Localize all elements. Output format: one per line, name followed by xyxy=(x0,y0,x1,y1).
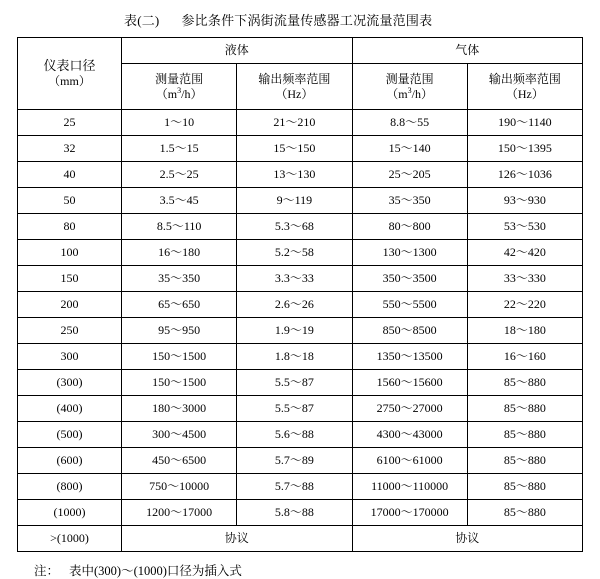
cell-diameter: 25 xyxy=(18,110,122,136)
cell-liquid-range: 450～6500 xyxy=(122,448,237,474)
cell-gas-frequency: 126～1036 xyxy=(467,162,582,188)
cell-gas-frequency: 85～880 xyxy=(467,474,582,500)
cell-liquid-frequency: 5.3～68 xyxy=(237,214,352,240)
cell-gas-frequency: 85～880 xyxy=(467,500,582,526)
table-header-group-row xyxy=(18,38,583,64)
table-row xyxy=(18,448,583,474)
cell-liquid-range: 35～350 xyxy=(122,266,237,292)
cell-liquid-range: 16～180 xyxy=(122,240,237,266)
table-row xyxy=(18,240,583,266)
cell-liquid-range: 150～1500 xyxy=(122,344,237,370)
cell-liquid-range: 1～10 xyxy=(122,110,237,136)
table-caption xyxy=(0,0,600,37)
cell-gas-agreement: 协议 xyxy=(352,526,583,552)
cell-diameter: >(1000) xyxy=(18,526,122,552)
cell-liquid-range: 750～10000 xyxy=(122,474,237,500)
cell-gas-range: 6100～61000 xyxy=(352,448,467,474)
cell-liquid-frequency: 15～150 xyxy=(237,136,352,162)
table-row xyxy=(18,396,583,422)
table-row xyxy=(18,266,583,292)
cell-diameter: 250 xyxy=(18,318,122,344)
header-gas-frequency-line1: 输出频率范围 xyxy=(488,71,561,86)
cell-gas-frequency: 22～220 xyxy=(467,292,582,318)
cell-liquid-range: 8.5～110 xyxy=(122,214,237,240)
cell-diameter: (600) xyxy=(18,448,122,474)
cell-diameter: 200 xyxy=(18,292,122,318)
table-row xyxy=(18,422,583,448)
header-liquid-range-line1: 测量范围 xyxy=(155,71,204,86)
table-row-agreement xyxy=(18,526,583,552)
table-row xyxy=(18,500,583,526)
header-group-gas: 气体 xyxy=(352,38,583,64)
caption-number: 表(二) xyxy=(124,13,160,28)
header-liquid-frequency-line1: 输出频率范围 xyxy=(258,71,331,86)
cell-diameter: (800) xyxy=(18,474,122,500)
cell-gas-frequency: 93～930 xyxy=(467,188,582,214)
cell-liquid-range: 1200～17000 xyxy=(122,500,237,526)
cell-liquid-frequency: 3.3～33 xyxy=(237,266,352,292)
header-gas-range xyxy=(352,64,467,110)
cell-gas-frequency: 85～880 xyxy=(467,396,582,422)
cell-gas-range: 2750～27000 xyxy=(352,396,467,422)
cell-gas-frequency: 85～880 xyxy=(467,422,582,448)
caption-title: 参比条件下涡街流量传感器工况流量范围表 xyxy=(181,13,433,28)
header-group-liquid: 液体 xyxy=(122,38,353,64)
cell-liquid-frequency: 9～119 xyxy=(237,188,352,214)
cell-diameter: 80 xyxy=(18,214,122,240)
cell-liquid-frequency: 5.2～58 xyxy=(237,240,352,266)
cell-diameter: 40 xyxy=(18,162,122,188)
cell-gas-frequency: 150～1395 xyxy=(467,136,582,162)
table-row xyxy=(18,162,583,188)
header-gas-frequency xyxy=(467,64,582,110)
cell-gas-frequency: 85～880 xyxy=(467,448,582,474)
cell-liquid-frequency: 5.5～87 xyxy=(237,370,352,396)
cell-gas-range: 1560～15600 xyxy=(352,370,467,396)
cell-liquid-frequency: 5.5～87 xyxy=(237,396,352,422)
cell-diameter: 150 xyxy=(18,266,122,292)
cell-gas-frequency: 33～330 xyxy=(467,266,582,292)
cell-diameter: 300 xyxy=(18,344,122,370)
table-row xyxy=(18,370,583,396)
note-text: 表中(300)～(1000)口径为插入式 xyxy=(69,564,242,578)
cell-diameter: 50 xyxy=(18,188,122,214)
cell-liquid-range: 65～650 xyxy=(122,292,237,318)
table-row xyxy=(18,188,583,214)
cell-gas-range: 15～140 xyxy=(352,136,467,162)
table-row xyxy=(18,292,583,318)
table-row xyxy=(18,214,583,240)
cell-gas-range: 25～205 xyxy=(352,162,467,188)
cell-liquid-range: 3.5～45 xyxy=(122,188,237,214)
cell-liquid-frequency: 5.7～89 xyxy=(237,448,352,474)
header-gas-range-line2: $(m^3/h)$ xyxy=(386,85,433,101)
cell-liquid-range: 95～950 xyxy=(122,318,237,344)
cell-gas-range: 1350～13500 xyxy=(352,344,467,370)
cell-gas-frequency: 16～160 xyxy=(467,344,582,370)
header-liquid-range xyxy=(122,64,237,110)
note-label: 注： xyxy=(34,564,60,578)
cell-liquid-frequency: 1.9～19 xyxy=(237,318,352,344)
cell-gas-range: 35～350 xyxy=(352,188,467,214)
cell-liquid-frequency: 2.6～26 xyxy=(237,292,352,318)
cell-gas-range: 80～800 xyxy=(352,214,467,240)
header-liquid-frequency-line2: （Hz） xyxy=(275,86,314,101)
cell-liquid-range: 1.5～15 xyxy=(122,136,237,162)
cell-gas-range: 8.8～55 xyxy=(352,110,467,136)
flow-range-table xyxy=(17,37,583,552)
cell-diameter: (300) xyxy=(18,370,122,396)
header-liquid-frequency xyxy=(237,64,352,110)
header-liquid-range-line2: $(m^3/h)$ xyxy=(155,85,203,101)
table-row xyxy=(18,110,583,136)
table-row xyxy=(18,474,583,500)
cell-diameter: 100 xyxy=(18,240,122,266)
cell-liquid-frequency: 13～130 xyxy=(237,162,352,188)
cell-gas-range: 550～5500 xyxy=(352,292,467,318)
header-diameter-line2: （mm） xyxy=(48,74,91,89)
cell-gas-frequency: 190～1140 xyxy=(467,110,582,136)
cell-gas-range: 4300～43000 xyxy=(352,422,467,448)
cell-gas-frequency: 53～530 xyxy=(467,214,582,240)
cell-liquid-frequency: 21～210 xyxy=(237,110,352,136)
header-diameter xyxy=(18,38,122,110)
header-gas-range-line1: 测量范围 xyxy=(385,71,434,86)
header-gas-frequency-line2: （Hz） xyxy=(505,86,544,101)
cell-gas-range: 350～3500 xyxy=(352,266,467,292)
cell-gas-range: 17000～170000 xyxy=(352,500,467,526)
cell-gas-frequency: 42～420 xyxy=(467,240,582,266)
cell-diameter: (500) xyxy=(18,422,122,448)
cell-liquid-frequency: 5.7～88 xyxy=(237,474,352,500)
table-row xyxy=(18,318,583,344)
cell-liquid-range: 2.5～25 xyxy=(122,162,237,188)
cell-diameter: (400) xyxy=(18,396,122,422)
cell-liquid-range: 150～1500 xyxy=(122,370,237,396)
table-row xyxy=(18,344,583,370)
cell-liquid-frequency: 5.8～88 xyxy=(237,500,352,526)
table-row xyxy=(18,136,583,162)
cell-gas-range: 130～1300 xyxy=(352,240,467,266)
cell-liquid-frequency: 1.8～18 xyxy=(237,344,352,370)
cell-diameter: (1000) xyxy=(18,500,122,526)
cell-liquid-range: 180～3000 xyxy=(122,396,237,422)
header-diameter-line1: 仪表口径 xyxy=(43,57,96,73)
cell-gas-range: 850～8500 xyxy=(352,318,467,344)
cell-liquid-frequency: 5.6～88 xyxy=(237,422,352,448)
cell-gas-range: 11000～110000 xyxy=(352,474,467,500)
cell-liquid-agreement: 协议 xyxy=(122,526,353,552)
cell-gas-frequency: 85～880 xyxy=(467,370,582,396)
cell-gas-frequency: 18～180 xyxy=(467,318,582,344)
table-note xyxy=(0,552,600,579)
cell-diameter: 32 xyxy=(18,136,122,162)
cell-liquid-range: 300～4500 xyxy=(122,422,237,448)
